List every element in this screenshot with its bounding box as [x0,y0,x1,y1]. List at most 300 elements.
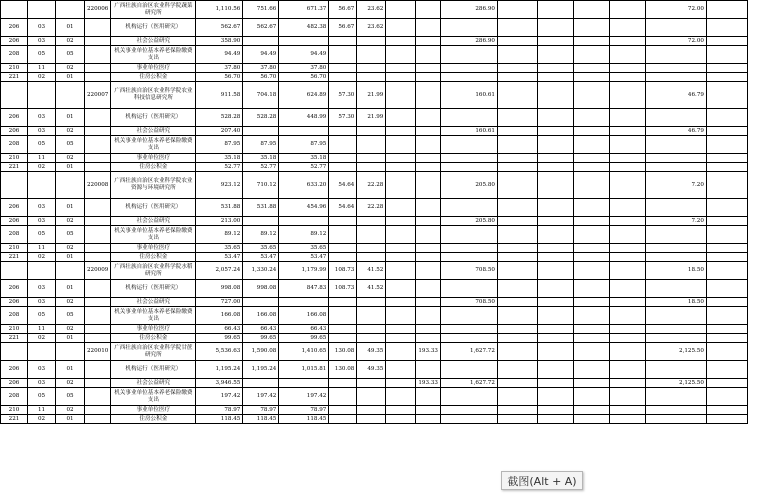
amount-cell-v1[interactable]: 197.42 [243,388,279,406]
amount-cell-v5[interactable] [386,334,416,343]
amount-cell-v11[interactable] [609,73,645,82]
amount-cell-v3[interactable] [329,46,357,64]
type-cell[interactable]: 05 [28,226,56,244]
type-cell[interactable] [28,82,56,109]
amount-cell-v8[interactable] [497,163,537,172]
amount-cell-v7[interactable] [440,253,497,262]
class-cell[interactable]: 208 [1,226,28,244]
amount-cell-v8[interactable] [497,343,537,361]
amount-cell-v8[interactable] [497,361,537,379]
amount-cell-v5[interactable] [386,298,416,307]
total-cell[interactable]: 1,110.56 [196,1,243,19]
amount-cell-v12[interactable] [645,406,706,415]
amount-cell-v7[interactable] [440,334,497,343]
amount-cell-v2[interactable]: 52.77 [279,163,329,172]
amount-cell-v1[interactable]: 1,330.24 [243,262,279,280]
unit-code-cell[interactable] [85,379,111,388]
amount-cell-v9[interactable] [537,226,573,244]
total-cell[interactable]: 528.28 [196,109,243,127]
amount-cell-v6[interactable] [416,172,441,199]
amount-cell-v11[interactable] [609,226,645,244]
class-cell[interactable]: 210 [1,244,28,253]
amount-cell-v8[interactable] [497,82,537,109]
amount-cell-v8[interactable] [497,73,537,82]
amount-cell-v6[interactable] [416,82,441,109]
item-cell[interactable]: 01 [56,73,85,82]
amount-cell-v13[interactable] [706,172,747,199]
amount-cell-v9[interactable] [537,298,573,307]
amount-cell-v9[interactable] [537,163,573,172]
total-cell[interactable]: 118.45 [196,415,243,424]
total-cell[interactable]: 78.97 [196,406,243,415]
amount-cell-v3[interactable] [329,73,357,82]
amount-cell-v8[interactable] [497,253,537,262]
amount-cell-v6[interactable] [416,136,441,154]
amount-cell-v5[interactable] [386,154,416,163]
amount-cell-v7[interactable] [440,280,497,298]
item-cell[interactable]: 01 [56,109,85,127]
amount-cell-v8[interactable] [497,388,537,406]
amount-cell-v6[interactable] [416,163,441,172]
amount-cell-v10[interactable] [573,19,609,37]
unit-code-cell[interactable] [85,298,111,307]
amount-cell-v13[interactable] [706,253,747,262]
amount-cell-v10[interactable] [573,226,609,244]
amount-cell-v12[interactable] [645,244,706,253]
amount-cell-v7[interactable] [440,388,497,406]
amount-cell-v11[interactable] [609,343,645,361]
unit-code-cell[interactable] [85,226,111,244]
amount-cell-v1[interactable]: 166.08 [243,307,279,325]
amount-cell-v2[interactable]: 671.37 [279,1,329,19]
amount-cell-v8[interactable] [497,280,537,298]
amount-cell-v13[interactable] [706,19,747,37]
unit-code-cell[interactable] [85,154,111,163]
amount-cell-v9[interactable] [537,46,573,64]
item-name-cell[interactable]: 社会公益研究 [111,379,196,388]
amount-cell-v2[interactable]: 99.65 [279,334,329,343]
amount-cell-v4[interactable] [357,244,386,253]
amount-cell-v2[interactable]: 78.97 [279,406,329,415]
unit-code-cell[interactable]: 220007 [85,82,111,109]
amount-cell-v12[interactable]: 7.20 [645,217,706,226]
class-cell[interactable]: 210 [1,325,28,334]
amount-cell-v10[interactable] [573,82,609,109]
item-cell[interactable]: 01 [56,280,85,298]
total-cell[interactable]: 562.67 [196,19,243,37]
amount-cell-v13[interactable] [706,163,747,172]
amount-cell-v5[interactable] [386,136,416,154]
amount-cell-v4[interactable] [357,406,386,415]
amount-cell-v6[interactable] [416,388,441,406]
item-cell[interactable] [56,262,85,280]
total-cell[interactable]: 87.95 [196,136,243,154]
amount-cell-v12[interactable] [645,64,706,73]
class-cell[interactable] [1,262,28,280]
amount-cell-v2[interactable]: 1,015.81 [279,361,329,379]
amount-cell-v1[interactable]: 118.45 [243,415,279,424]
amount-cell-v13[interactable] [706,379,747,388]
class-cell[interactable]: 208 [1,136,28,154]
amount-cell-v2[interactable] [279,217,329,226]
amount-cell-v10[interactable] [573,253,609,262]
amount-cell-v1[interactable]: 704.18 [243,82,279,109]
class-cell[interactable]: 221 [1,415,28,424]
amount-cell-v4[interactable] [357,253,386,262]
type-cell[interactable]: 05 [28,388,56,406]
amount-cell-v12[interactable]: 2,125.50 [645,379,706,388]
amount-cell-v7[interactable] [440,46,497,64]
amount-cell-v8[interactable] [497,244,537,253]
amount-cell-v10[interactable] [573,298,609,307]
amount-cell-v8[interactable] [497,46,537,64]
amount-cell-v10[interactable] [573,1,609,19]
item-cell[interactable]: 02 [56,127,85,136]
total-cell[interactable]: 998.08 [196,280,243,298]
item-name-cell[interactable]: 广西壮族自治区农业科学院农业资源与环境研究所 [111,172,196,199]
amount-cell-v4[interactable] [357,46,386,64]
amount-cell-v12[interactable] [645,415,706,424]
amount-cell-v3[interactable] [329,253,357,262]
amount-cell-v9[interactable] [537,109,573,127]
class-cell[interactable]: 206 [1,379,28,388]
amount-cell-v8[interactable] [497,334,537,343]
class-cell[interactable] [1,82,28,109]
item-cell[interactable]: 02 [56,406,85,415]
total-cell[interactable]: 213.00 [196,217,243,226]
amount-cell-v3[interactable] [329,406,357,415]
amount-cell-v1[interactable]: 1,590.08 [243,343,279,361]
amount-cell-v10[interactable] [573,46,609,64]
amount-cell-v4[interactable]: 23.62 [357,19,386,37]
item-cell[interactable]: 02 [56,244,85,253]
item-name-cell[interactable]: 事业单位医疗 [111,154,196,163]
amount-cell-v7[interactable] [440,406,497,415]
amount-cell-v1[interactable] [243,217,279,226]
item-name-cell[interactable]: 广西壮族自治区农业科学院农业科技信息研究所 [111,82,196,109]
amount-cell-v7[interactable] [440,163,497,172]
amount-cell-v12[interactable] [645,226,706,244]
amount-cell-v9[interactable] [537,199,573,217]
total-cell[interactable]: 358.90 [196,37,243,46]
amount-cell-v4[interactable] [357,163,386,172]
item-cell[interactable]: 01 [56,163,85,172]
amount-cell-v9[interactable] [537,406,573,415]
amount-cell-v2[interactable] [279,127,329,136]
amount-cell-v2[interactable]: 197.42 [279,388,329,406]
amount-cell-v6[interactable] [416,127,441,136]
amount-cell-v12[interactable]: 7.20 [645,172,706,199]
unit-code-cell[interactable] [85,19,111,37]
amount-cell-v3[interactable] [329,379,357,388]
amount-cell-v13[interactable] [706,199,747,217]
item-name-cell[interactable]: 广西壮族自治区农业科学院蔬菜研究所 [111,1,196,19]
amount-cell-v5[interactable] [386,127,416,136]
type-cell[interactable]: 02 [28,163,56,172]
amount-cell-v8[interactable] [497,199,537,217]
amount-cell-v2[interactable] [279,37,329,46]
amount-cell-v9[interactable] [537,64,573,73]
amount-cell-v5[interactable] [386,388,416,406]
type-cell[interactable]: 11 [28,244,56,253]
amount-cell-v9[interactable] [537,343,573,361]
amount-cell-v8[interactable] [497,154,537,163]
unit-code-cell[interactable] [85,64,111,73]
amount-cell-v7[interactable] [440,19,497,37]
amount-cell-v13[interactable] [706,406,747,415]
amount-cell-v6[interactable] [416,280,441,298]
amount-cell-v4[interactable] [357,127,386,136]
item-name-cell[interactable]: 机关事业单位基本养老保险缴费支出 [111,307,196,325]
amount-cell-v13[interactable] [706,109,747,127]
amount-cell-v11[interactable] [609,19,645,37]
amount-cell-v7[interactable]: 160.61 [440,127,497,136]
amount-cell-v3[interactable]: 130.08 [329,343,357,361]
total-cell[interactable]: 2,057.24 [196,262,243,280]
amount-cell-v13[interactable] [706,262,747,280]
class-cell[interactable]: 206 [1,37,28,46]
amount-cell-v2[interactable]: 1,179.99 [279,262,329,280]
amount-cell-v13[interactable] [706,415,747,424]
amount-cell-v5[interactable] [386,307,416,325]
total-cell[interactable]: 94.49 [196,46,243,64]
class-cell[interactable]: 208 [1,307,28,325]
amount-cell-v3[interactable] [329,334,357,343]
item-name-cell[interactable]: 机关事业单位基本养老保险缴费支出 [111,226,196,244]
total-cell[interactable]: 52.77 [196,163,243,172]
amount-cell-v11[interactable] [609,82,645,109]
amount-cell-v7[interactable] [440,73,497,82]
amount-cell-v13[interactable] [706,1,747,19]
amount-cell-v7[interactable] [440,244,497,253]
amount-cell-v5[interactable] [386,244,416,253]
amount-cell-v3[interactable] [329,64,357,73]
amount-cell-v6[interactable] [416,361,441,379]
amount-cell-v9[interactable] [537,217,573,226]
amount-cell-v1[interactable] [243,379,279,388]
amount-cell-v11[interactable] [609,298,645,307]
amount-cell-v8[interactable] [497,307,537,325]
amount-cell-v4[interactable] [357,325,386,334]
amount-cell-v2[interactable]: 847.83 [279,280,329,298]
total-cell[interactable]: 99.65 [196,334,243,343]
unit-code-cell[interactable] [85,199,111,217]
amount-cell-v13[interactable] [706,37,747,46]
amount-cell-v10[interactable] [573,37,609,46]
item-name-cell[interactable]: 广西壮族自治区农业科学院甘蔗研究所 [111,343,196,361]
amount-cell-v5[interactable] [386,37,416,46]
item-cell[interactable] [56,1,85,19]
unit-code-cell[interactable] [85,325,111,334]
class-cell[interactable]: 221 [1,334,28,343]
item-name-cell[interactable]: 机构运行（医用研究） [111,280,196,298]
amount-cell-v4[interactable]: 41.52 [357,262,386,280]
amount-cell-v1[interactable]: 35.18 [243,154,279,163]
amount-cell-v10[interactable] [573,64,609,73]
amount-cell-v2[interactable]: 94.49 [279,46,329,64]
amount-cell-v6[interactable] [416,1,441,19]
amount-cell-v10[interactable] [573,307,609,325]
class-cell[interactable] [1,343,28,361]
amount-cell-v12[interactable]: 18.50 [645,262,706,280]
amount-cell-v2[interactable]: 87.95 [279,136,329,154]
amount-cell-v9[interactable] [537,154,573,163]
amount-cell-v7[interactable]: 160.61 [440,82,497,109]
amount-cell-v13[interactable] [706,280,747,298]
type-cell[interactable] [28,262,56,280]
amount-cell-v10[interactable] [573,136,609,154]
amount-cell-v9[interactable] [537,73,573,82]
amount-cell-v4[interactable]: 21.99 [357,109,386,127]
amount-cell-v3[interactable] [329,127,357,136]
amount-cell-v2[interactable]: 1,410.65 [279,343,329,361]
item-name-cell[interactable]: 机关事业单位基本养老保险缴费支出 [111,388,196,406]
amount-cell-v3[interactable] [329,136,357,154]
amount-cell-v7[interactable]: 286.90 [440,1,497,19]
total-cell[interactable]: 923.12 [196,172,243,199]
amount-cell-v13[interactable] [706,46,747,64]
type-cell[interactable]: 03 [28,298,56,307]
amount-cell-v1[interactable] [243,37,279,46]
amount-cell-v12[interactable]: 18.50 [645,298,706,307]
amount-cell-v1[interactable]: 66.43 [243,325,279,334]
item-cell[interactable]: 02 [56,298,85,307]
amount-cell-v13[interactable] [706,136,747,154]
amount-cell-v4[interactable]: 41.52 [357,280,386,298]
unit-code-cell[interactable] [85,415,111,424]
amount-cell-v9[interactable] [537,37,573,46]
amount-cell-v6[interactable] [416,37,441,46]
amount-cell-v5[interactable] [386,280,416,298]
amount-cell-v7[interactable] [440,64,497,73]
amount-cell-v11[interactable] [609,307,645,325]
amount-cell-v8[interactable] [497,325,537,334]
amount-cell-v6[interactable]: 193.33 [416,343,441,361]
amount-cell-v5[interactable] [386,46,416,64]
item-name-cell[interactable]: 住房公积金 [111,334,196,343]
class-cell[interactable]: 208 [1,388,28,406]
amount-cell-v13[interactable] [706,361,747,379]
amount-cell-v4[interactable] [357,334,386,343]
amount-cell-v9[interactable] [537,172,573,199]
unit-code-cell[interactable] [85,46,111,64]
amount-cell-v10[interactable] [573,379,609,388]
amount-cell-v6[interactable] [416,415,441,424]
amount-cell-v8[interactable] [497,64,537,73]
class-cell[interactable]: 206 [1,199,28,217]
amount-cell-v8[interactable] [497,217,537,226]
amount-cell-v2[interactable]: 482.38 [279,19,329,37]
unit-code-cell[interactable] [85,136,111,154]
amount-cell-v12[interactable]: 72.00 [645,1,706,19]
amount-cell-v4[interactable]: 23.62 [357,1,386,19]
amount-cell-v11[interactable] [609,109,645,127]
amount-cell-v7[interactable] [440,109,497,127]
unit-code-cell[interactable]: 220006 [85,1,111,19]
item-name-cell[interactable]: 机关事业单位基本养老保险缴费支出 [111,46,196,64]
amount-cell-v3[interactable]: 54.64 [329,172,357,199]
class-cell[interactable]: 206 [1,127,28,136]
amount-cell-v5[interactable] [386,415,416,424]
amount-cell-v13[interactable] [706,154,747,163]
amount-cell-v6[interactable] [416,262,441,280]
unit-code-cell[interactable] [85,244,111,253]
amount-cell-v4[interactable] [357,307,386,325]
amount-cell-v4[interactable] [357,379,386,388]
item-cell[interactable]: 02 [56,37,85,46]
amount-cell-v1[interactable]: 710.12 [243,172,279,199]
amount-cell-v8[interactable] [497,415,537,424]
amount-cell-v3[interactable] [329,388,357,406]
amount-cell-v11[interactable] [609,262,645,280]
amount-cell-v4[interactable]: 21.99 [357,82,386,109]
amount-cell-v5[interactable] [386,226,416,244]
amount-cell-v10[interactable] [573,361,609,379]
amount-cell-v2[interactable]: 624.89 [279,82,329,109]
item-name-cell[interactable]: 机构运行（医用研究） [111,199,196,217]
amount-cell-v1[interactable]: 35.65 [243,244,279,253]
amount-cell-v4[interactable] [357,136,386,154]
amount-cell-v12[interactable] [645,361,706,379]
item-cell[interactable] [56,82,85,109]
class-cell[interactable]: 208 [1,46,28,64]
class-cell[interactable]: 206 [1,217,28,226]
amount-cell-v11[interactable] [609,1,645,19]
class-cell[interactable]: 206 [1,280,28,298]
amount-cell-v1[interactable]: 1,195.24 [243,361,279,379]
total-cell[interactable]: 207.40 [196,127,243,136]
amount-cell-v7[interactable] [440,307,497,325]
item-cell[interactable]: 02 [56,64,85,73]
type-cell[interactable] [28,343,56,361]
amount-cell-v13[interactable] [706,73,747,82]
amount-cell-v7[interactable]: 205.80 [440,217,497,226]
amount-cell-v11[interactable] [609,199,645,217]
amount-cell-v6[interactable] [416,406,441,415]
class-cell[interactable]: 210 [1,154,28,163]
amount-cell-v4[interactable] [357,226,386,244]
type-cell[interactable]: 05 [28,46,56,64]
amount-cell-v12[interactable] [645,388,706,406]
type-cell[interactable]: 11 [28,325,56,334]
total-cell[interactable]: 37.80 [196,64,243,73]
amount-cell-v8[interactable] [497,226,537,244]
amount-cell-v9[interactable] [537,244,573,253]
amount-cell-v1[interactable]: 78.97 [243,406,279,415]
amount-cell-v3[interactable]: 56.67 [329,19,357,37]
amount-cell-v3[interactable]: 54.64 [329,199,357,217]
amount-cell-v8[interactable] [497,406,537,415]
amount-cell-v3[interactable] [329,226,357,244]
unit-code-cell[interactable] [85,361,111,379]
amount-cell-v4[interactable] [357,388,386,406]
amount-cell-v4[interactable]: 22.28 [357,199,386,217]
amount-cell-v7[interactable] [440,361,497,379]
item-name-cell[interactable]: 机构运行（医用研究） [111,109,196,127]
amount-cell-v11[interactable] [609,127,645,136]
total-cell[interactable]: 89.12 [196,226,243,244]
total-cell[interactable]: 166.08 [196,307,243,325]
amount-cell-v3[interactable]: 56.67 [329,1,357,19]
total-cell[interactable]: 66.43 [196,325,243,334]
amount-cell-v11[interactable] [609,163,645,172]
item-name-cell[interactable]: 住房公积金 [111,253,196,262]
type-cell[interactable] [28,172,56,199]
amount-cell-v5[interactable] [386,109,416,127]
amount-cell-v9[interactable] [537,334,573,343]
unit-code-cell[interactable]: 220009 [85,262,111,280]
amount-cell-v6[interactable] [416,199,441,217]
